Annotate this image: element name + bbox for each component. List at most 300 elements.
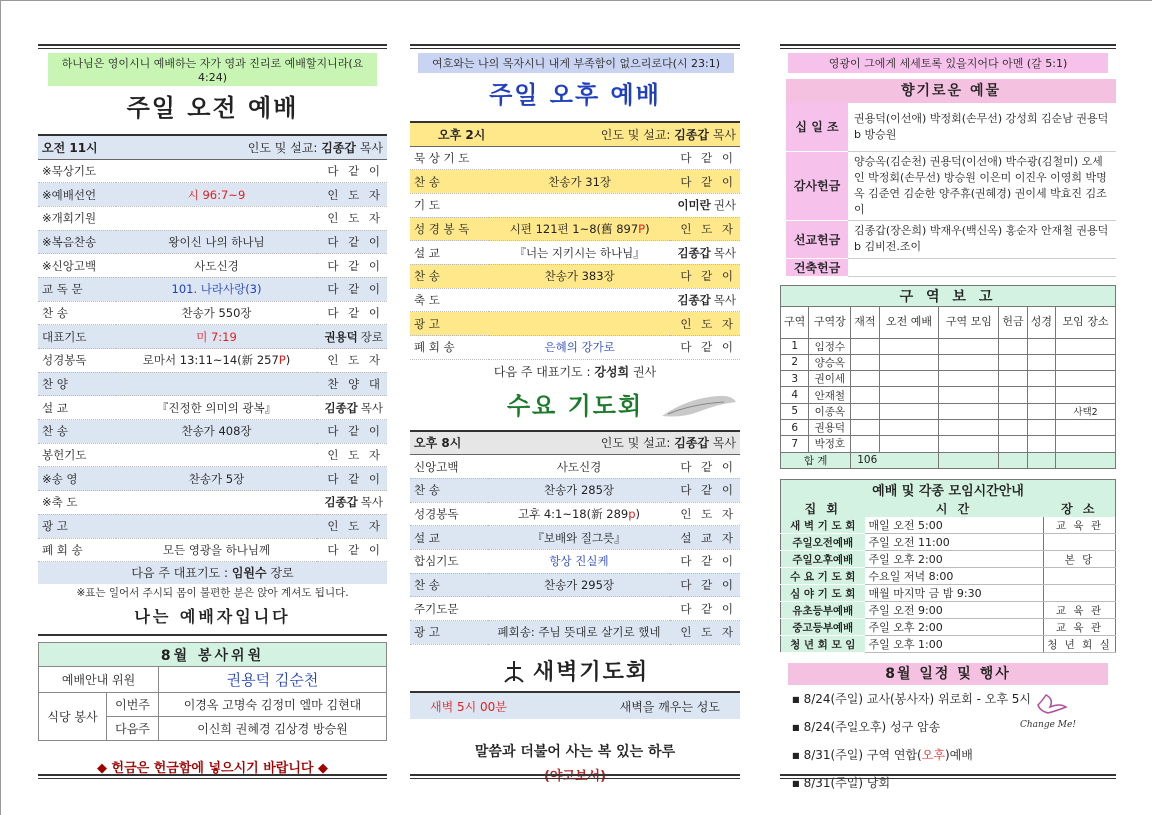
district-place <box>1056 338 1116 354</box>
district-bible <box>1027 371 1055 387</box>
schedule-title: 예배 및 각종 모임시간안내 <box>781 479 1116 499</box>
offering-names <box>848 258 1116 276</box>
district-row <box>781 338 1116 354</box>
top-rule <box>410 44 740 49</box>
district-column-header: 성경 <box>1027 306 1055 338</box>
order-row <box>410 146 740 170</box>
order-row <box>410 336 740 360</box>
order-row <box>410 264 740 288</box>
district-enrolled <box>851 403 879 419</box>
schedule-row <box>781 602 1116 619</box>
order-item: 축 도 <box>410 288 489 312</box>
dawn-title: 새벽기도회 <box>532 660 650 686</box>
afternoon-service-column <box>410 44 740 784</box>
district-place <box>1056 387 1116 403</box>
district-leader: 박정호 <box>809 436 851 452</box>
district-report-table <box>780 285 1116 469</box>
district-title: 구 역 보 고 <box>781 285 1116 306</box>
volunteer-table <box>38 642 387 741</box>
schedule-time: 주일 오후 2:00 <box>865 551 1044 568</box>
district-column-header: 오전 예배 <box>879 306 939 338</box>
schedule-place: 교 육 관 <box>1044 619 1116 636</box>
order-responsible: 다 같 이 <box>317 159 387 183</box>
service-header-row <box>410 431 740 455</box>
district-bible <box>1027 436 1055 452</box>
order-row <box>38 301 387 325</box>
district-bible <box>1027 403 1055 419</box>
offering-note: ◆ 헌금은 헌금함에 넣으시기 바랍니다 ◆ <box>97 761 328 777</box>
kitchen-label: 식당 봉사 <box>39 693 107 741</box>
order-responsible: 다 같 이 <box>317 420 387 444</box>
schedule-time: 주일 오전 11:00 <box>865 534 1044 551</box>
kitchen-week: 이번주 <box>107 693 159 717</box>
schedule-table <box>780 479 1116 654</box>
order-responsible: 다 같 이 <box>317 254 387 278</box>
order-responsible: 인 도 자 <box>670 502 740 526</box>
order-content: 찬송가 408장 <box>116 420 317 444</box>
offering-row <box>786 151 1116 220</box>
district-attendance <box>879 371 939 387</box>
order-row <box>38 467 387 491</box>
schedule-place <box>1044 568 1116 585</box>
report-column <box>780 44 1116 797</box>
district-place: 사택2 <box>1056 403 1116 419</box>
order-content: 찬송가 295장 <box>488 573 670 597</box>
order-responsible: 인 도 자 <box>317 183 387 207</box>
event-item: ■ 8/31(주일) 당회 <box>792 776 891 791</box>
order-responsible: 인 도 자 <box>670 217 740 241</box>
district-attendance <box>879 436 939 452</box>
district-enrolled <box>851 419 879 435</box>
order-responsible: 다 같 이 <box>317 230 387 254</box>
offering-names: 양승옥(김순천) 권용덕(이선애) 박수광(김철미) 오세인 박정회(손무선) 방승원 이은미 이진우 이영희 박명옥 김준연 김순한 양주휴(권혜경) 권이세 박효진 김조이 <box>848 151 1116 220</box>
order-row <box>38 277 387 301</box>
schedule-row <box>781 534 1116 551</box>
district-leader: 양승옥 <box>809 354 851 370</box>
order-item: 광 고 <box>410 621 488 645</box>
district-column-header: 구역장 <box>809 306 851 338</box>
service-leader: 인도 및 설교: 김종갑 목사 <box>116 135 387 159</box>
order-item: ※예배선언 <box>38 183 116 207</box>
next-week-prayer: 다음 주 대표기도 : 임원수 장로 <box>38 562 387 584</box>
order-row <box>410 526 740 550</box>
order-item: 신앙고백 <box>410 455 488 479</box>
schedule-row <box>781 619 1116 636</box>
district-attendance <box>879 354 939 370</box>
district-attendance <box>879 419 939 435</box>
schedule-place <box>1044 585 1116 602</box>
order-row <box>38 514 387 538</box>
district-leader: 이종옥 <box>809 403 851 419</box>
offering-label: 건축헌금 <box>786 258 848 276</box>
district-place <box>1056 436 1116 452</box>
order-responsible: 김종갑 목사 <box>317 396 387 420</box>
dawn-row <box>410 691 740 719</box>
order-item: 광 고 <box>38 514 116 538</box>
district-number: 6 <box>781 419 809 435</box>
order-item: ※축 도 <box>38 491 116 515</box>
order-row <box>410 549 740 573</box>
schedule-name: 수 요 기 도 회 <box>781 568 865 585</box>
offering-row <box>786 103 1116 151</box>
schedule-name: 주일오전예배 <box>781 534 865 551</box>
order-item: 기 도 <box>410 193 489 217</box>
order-content: 사도신경 <box>116 254 317 278</box>
order-item: ※신앙고백 <box>38 254 116 278</box>
district-attendance <box>879 387 939 403</box>
district-enrolled <box>851 354 879 370</box>
district-offering <box>999 354 1027 370</box>
top-rule <box>38 44 387 49</box>
district-row <box>781 371 1116 387</box>
order-responsible: 다 같 이 <box>670 264 740 288</box>
order-responsible: 김종갑 목사 <box>670 288 740 312</box>
order-responsible: 다 같 이 <box>670 597 740 621</box>
district-leader: 권이세 <box>809 371 851 387</box>
order-row <box>38 538 387 562</box>
order-item: 광 고 <box>410 312 489 336</box>
order-responsible: 다 같 이 <box>670 336 740 360</box>
offering-row <box>786 258 1116 276</box>
service-header-row <box>410 122 740 146</box>
district-offering <box>999 371 1027 387</box>
district-meeting <box>939 436 999 452</box>
bottom-rule <box>38 774 387 779</box>
order-responsible: 다 같 이 <box>670 573 740 597</box>
bullet-icon: ■ <box>792 779 800 789</box>
dawn-time: 새벽 5시 00분 <box>430 699 507 714</box>
order-responsible: 인 도 자 <box>670 312 740 336</box>
wednesday-title: 수요 기도회 <box>506 391 644 420</box>
district-column-header: 구역 <box>781 306 809 338</box>
schedule-time: 수요일 저녁 8:00 <box>865 568 1044 585</box>
standing-note: ※표는 일어서 주시되 몸이 불편한 분은 앉아 계셔도 됩니다. <box>76 587 349 600</box>
order-responsible: 찬 양 대 <box>317 372 387 396</box>
schedule-place <box>1044 534 1116 551</box>
district-leader: 임정수 <box>809 338 851 354</box>
district-meeting <box>939 338 999 354</box>
order-content: 모든 영광을 하나님께 <box>116 538 317 562</box>
order-item: 찬 송 <box>410 573 488 597</box>
order-content: 시편 121편 1~8(舊 897P) <box>489 217 670 241</box>
order-item: 폐 회 송 <box>410 336 489 360</box>
order-item: 대표기도 <box>38 325 116 349</box>
event-item: ■ 8/31(주일) 구역 연합(오후)예배 <box>792 748 973 763</box>
district-leader: 권용덕 <box>809 419 851 435</box>
district-meeting <box>939 387 999 403</box>
district-offering <box>999 403 1027 419</box>
district-attendance <box>879 403 939 419</box>
offering-table <box>786 103 1116 277</box>
district-bible <box>1027 338 1055 354</box>
order-content: 찬송가 31장 <box>489 170 670 194</box>
district-row <box>781 403 1116 419</box>
order-row <box>410 193 740 217</box>
order-responsible: 인 도 자 <box>317 206 387 230</box>
order-item: 폐 회 송 <box>38 538 116 562</box>
district-number: 1 <box>781 338 809 354</box>
district-column-header: 구역 모임 <box>939 306 999 338</box>
order-responsible: 다 같 이 <box>670 170 740 194</box>
order-content: 항상 진실케 <box>488 549 670 573</box>
volunteer-title: 8월 봉사위원 <box>39 643 387 667</box>
schedule-place: 교 육 관 <box>1044 517 1116 534</box>
order-row <box>410 597 740 621</box>
order-item: 봉헌기도 <box>38 443 116 467</box>
dawn-title-area <box>410 651 740 691</box>
district-bible <box>1027 419 1055 435</box>
district-enrolled <box>851 371 879 387</box>
event-item: ■ 8/24(주일) 교사(봉사자) 위로회 - 오후 5시 <box>792 692 1031 707</box>
order-item: 주기도문 <box>410 597 488 621</box>
district-number: 4 <box>781 387 809 403</box>
schedule-name: 주일오후예배 <box>781 551 865 568</box>
schedule-column-header: 집 회 <box>804 501 841 516</box>
district-offering <box>999 419 1027 435</box>
district-leader: 안재철 <box>809 387 851 403</box>
bottom-rule <box>780 774 1116 779</box>
order-responsible: 이미란 권사 <box>670 193 740 217</box>
order-row <box>38 372 387 396</box>
wednesday-order-table <box>410 430 740 645</box>
schedule-name: 유초등부예배 <box>781 602 865 619</box>
order-row <box>38 159 387 183</box>
district-meeting <box>939 371 999 387</box>
order-item: 묵 상 기 도 <box>410 146 489 170</box>
district-bible <box>1027 354 1055 370</box>
schedule-column-header: 장 소 <box>1061 501 1098 516</box>
order-responsible: 다 같 이 <box>670 455 740 479</box>
order-responsible: 인 도 자 <box>317 349 387 373</box>
order-content <box>116 159 317 183</box>
order-item: 합심기도 <box>410 549 488 573</box>
top-rule <box>780 44 1116 49</box>
order-row <box>38 396 387 420</box>
order-content: 『보배와 질그릇』 <box>488 526 670 550</box>
district-meeting <box>939 403 999 419</box>
usher-names: 권용덕 김순천 <box>159 667 387 693</box>
verse-banner: 영광이 그에게 세세토록 있을지어다 아멘 (갈 5:1) <box>788 53 1108 73</box>
order-content: 101. 나라사랑(3) <box>116 277 317 301</box>
service-time: 오후 8시 <box>410 431 488 455</box>
order-item: 찬 송 <box>410 264 489 288</box>
order-item: 찬 송 <box>410 478 488 502</box>
schedule-row <box>781 585 1116 602</box>
order-content <box>489 288 670 312</box>
order-item: 설 교 <box>410 241 489 265</box>
order-item: ※개회기원 <box>38 206 116 230</box>
order-row <box>410 241 740 265</box>
order-content <box>116 206 317 230</box>
order-content: 은혜의 강가로 <box>489 336 670 360</box>
order-content: 미 7:19 <box>116 325 317 349</box>
schedule-place: 본 당 <box>1044 551 1116 568</box>
schedule-place: 청 년 회 실 <box>1044 636 1116 653</box>
motto-reference: (야고보서) <box>543 768 607 784</box>
district-offering <box>999 338 1027 354</box>
kitchen-names: 이신희 권혜경 김상경 방승원 <box>159 717 387 741</box>
offering-row <box>786 220 1116 258</box>
logo-text: Change Me! <box>1020 720 1076 731</box>
bullet-icon: ■ <box>792 723 800 733</box>
order-item: ※묵상기도 <box>38 159 116 183</box>
service-leader: 인도 및 설교: 김종갑 목사 <box>489 122 740 146</box>
order-row <box>38 183 387 207</box>
schedule-row <box>781 568 1116 585</box>
order-responsible: 김종갑 목사 <box>670 241 740 265</box>
district-row <box>781 419 1116 435</box>
order-item: 찬 송 <box>410 170 489 194</box>
district-row <box>781 387 1116 403</box>
praying-hands-icon <box>658 390 738 422</box>
schedule-name: 청 년 회 모 임 <box>781 636 865 653</box>
district-column-header: 모임 장소 <box>1056 306 1116 338</box>
order-responsible: 다 같 이 <box>670 549 740 573</box>
next-week-prayer: 다음 주 대표기도 : 강성희 권사 <box>493 364 657 379</box>
order-item: 성 경 봉 독 <box>410 217 489 241</box>
order-responsible: 설 교 자 <box>670 526 740 550</box>
order-content: 사도신경 <box>488 455 670 479</box>
order-content <box>116 443 317 467</box>
offering-label: 감사헌금 <box>786 151 848 220</box>
district-attendance <box>879 338 939 354</box>
morning-service-column <box>38 44 387 776</box>
order-responsible: 김종갑 목사 <box>317 491 387 515</box>
wednesday-title-area <box>410 384 740 428</box>
dawn-desc: 새벽을 깨우는 성도 <box>619 699 720 714</box>
page-title: 주일 오후 예배 <box>489 81 661 109</box>
schedule-time: 주일 오후 1:00 <box>865 636 1044 653</box>
order-content <box>116 372 317 396</box>
order-responsible: 다 같 이 <box>670 146 740 170</box>
order-content <box>489 312 670 336</box>
order-row <box>410 621 740 645</box>
service-time: 오전 11시 <box>38 135 116 159</box>
schedule-time: 매월 마지막 금 밤 9:30 <box>865 585 1044 602</box>
service-time: 오후 2시 <box>410 122 489 146</box>
order-content: 시 96:7~9 <box>116 183 317 207</box>
schedule-row <box>781 636 1116 653</box>
district-offering <box>999 436 1027 452</box>
district-column-header: 헌금 <box>999 306 1027 338</box>
schedule-name: 중고등부예배 <box>781 619 865 636</box>
order-item: 찬 양 <box>38 372 116 396</box>
order-responsible: 인 도 자 <box>317 514 387 538</box>
order-row <box>38 349 387 373</box>
order-content: 왕이신 나의 하나님 <box>116 230 317 254</box>
slogan: 나는 예배자입니다 <box>134 607 291 627</box>
schedule-time: 매일 오전 5:00 <box>865 517 1044 534</box>
bullet-icon: ■ <box>792 751 800 761</box>
order-responsible: 다 같 이 <box>317 277 387 301</box>
order-row <box>410 478 740 502</box>
schedule-time: 주일 오후 2:00 <box>865 619 1044 636</box>
district-enrolled <box>851 338 879 354</box>
kitchen-week: 다음주 <box>107 717 159 741</box>
district-number: 3 <box>781 371 809 387</box>
verse-banner: 여호와는 나의 목자시니 내게 부족함이 없으리로다(시 23:1) <box>418 53 734 73</box>
order-responsible: 인 도 자 <box>670 621 740 645</box>
offering-label: 십 일 조 <box>786 103 848 151</box>
order-row <box>410 288 740 312</box>
motto: 말씀과 더불어 사는 복 있는 하루 <box>474 743 676 760</box>
district-total-label: 합 계 <box>781 452 851 468</box>
order-row <box>38 230 387 254</box>
order-content: 로마서 13:11~14(新 257P) <box>116 349 317 373</box>
bottom-rule <box>410 774 740 779</box>
event-item: ■ 8/24(주일오후) 성구 암송 <box>792 720 941 735</box>
schedule-row <box>781 517 1116 534</box>
bullet-icon: ■ <box>792 695 800 705</box>
district-place <box>1056 371 1116 387</box>
schedule-place: 교 육 관 <box>1044 602 1116 619</box>
district-total-count: 106 <box>851 452 939 468</box>
order-row <box>38 206 387 230</box>
order-row <box>410 312 740 336</box>
district-place <box>1056 354 1116 370</box>
usher-label: 예배안내 위원 <box>39 667 159 693</box>
order-item: 설 교 <box>410 526 488 550</box>
cross-icon <box>501 658 527 684</box>
order-row <box>410 217 740 241</box>
order-content: 『진정한 의미의 광복』 <box>116 396 317 420</box>
order-row <box>38 491 387 515</box>
verse-banner: 하나님은 영이시니 예배하는 자가 영과 진리로 예배할지니라(요4:24) <box>48 53 377 86</box>
order-row <box>410 455 740 479</box>
order-row <box>38 254 387 278</box>
morning-order-table <box>38 134 387 562</box>
district-row <box>781 354 1116 370</box>
order-item: 설 교 <box>38 396 116 420</box>
order-content <box>489 193 670 217</box>
district-number: 2 <box>781 354 809 370</box>
order-content: 고후 4:1~18(新 289p) <box>488 502 670 526</box>
events-title: 8월 일정 및 행사 <box>788 663 1108 685</box>
order-item: 성경봉독 <box>410 502 488 526</box>
schedule-column-header: 시 간 <box>935 501 973 516</box>
schedule-name: 심 야 기 도 회 <box>781 585 865 602</box>
order-row <box>38 420 387 444</box>
order-content <box>488 597 670 621</box>
order-item: 성경봉독 <box>38 349 116 373</box>
district-bible <box>1027 387 1055 403</box>
district-offering <box>999 387 1027 403</box>
order-row <box>410 170 740 194</box>
district-number: 5 <box>781 403 809 419</box>
order-row <box>38 443 387 467</box>
district-column-header: 재적 <box>851 306 879 338</box>
district-enrolled <box>851 387 879 403</box>
offering-title: 향기로운 예물 <box>786 79 1116 103</box>
order-content: 폐회송: 주님 뜻대로 살기로 했네 <box>488 621 670 645</box>
service-leader: 인도 및 설교: 김종갑 목사 <box>488 431 740 455</box>
order-responsible: 다 같 이 <box>317 467 387 491</box>
dove-logo-icon <box>1016 691 1076 731</box>
order-content: 찬송가 285장 <box>488 478 670 502</box>
order-item: 찬 송 <box>38 301 116 325</box>
district-meeting <box>939 354 999 370</box>
district-row <box>781 436 1116 452</box>
offering-names: 김종갑(장은희) 박재우(백신옥) 홍순자 안재철 권용덕b 김비전.조이 <box>848 220 1116 258</box>
order-content: 찬송가 383장 <box>489 264 670 288</box>
order-content: 찬송가 550장 <box>116 301 317 325</box>
district-place <box>1056 419 1116 435</box>
kitchen-names: 이경옥 고명숙 김정미 엘마 김현대 <box>159 693 387 717</box>
schedule-time: 주일 오전 9:00 <box>865 602 1044 619</box>
order-row <box>410 502 740 526</box>
order-content: 찬송가 5장 <box>116 467 317 491</box>
order-responsible: 다 같 이 <box>670 478 740 502</box>
